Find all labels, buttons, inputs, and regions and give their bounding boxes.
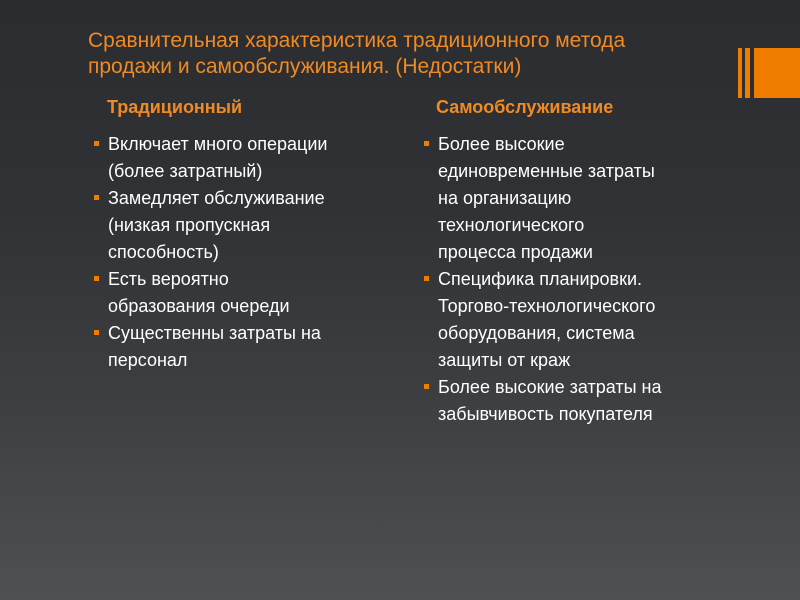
bullet-icon (424, 276, 429, 281)
list-item (94, 266, 394, 320)
decorative-block (754, 48, 800, 98)
item-line: технологического (438, 215, 585, 235)
traditional-drawbacks-list (94, 131, 394, 374)
item-line: Более высокие (438, 134, 565, 154)
list-item (424, 266, 724, 374)
decorative-bar (745, 48, 750, 98)
item-line: на организацию (438, 188, 572, 208)
item-line: забывчивость покупателя (438, 404, 653, 424)
item-line: оборудования, система (438, 323, 635, 343)
item-line: единовременные затраты (438, 161, 655, 181)
item-line: защиты от краж (438, 350, 571, 370)
self-service-drawbacks-list (424, 131, 724, 428)
item-line: (более затратный) (108, 161, 263, 181)
bullet-icon (424, 141, 429, 146)
item-line: Есть вероятно (108, 269, 229, 289)
item-line: персонал (108, 350, 188, 370)
item-line: способность) (108, 242, 219, 262)
item-line: (низкая пропускная (108, 215, 271, 235)
list-item (94, 320, 394, 374)
bullet-icon (94, 195, 99, 200)
item-line: Включает много операции (108, 134, 328, 154)
bullet-icon (94, 330, 99, 335)
item-line: образования очереди (108, 296, 290, 316)
decorative-bar (738, 48, 742, 98)
list-item (424, 374, 724, 428)
column-heading-traditional: Традиционный (107, 97, 243, 117)
item-line: Замедляет обслуживание (108, 188, 325, 208)
list-item (424, 131, 724, 266)
item-line: процесса продажи (438, 242, 593, 262)
bullet-icon (94, 276, 99, 281)
bullet-icon (94, 141, 99, 146)
item-line: Более высокие затраты на (438, 377, 662, 397)
item-line: Специфика планировки. (438, 269, 643, 289)
title-line-1: Сравнительная характеристика традиционного метода (88, 29, 626, 52)
list-item (94, 131, 394, 185)
bullet-icon (424, 384, 429, 389)
item-line: Торгово-технологического (438, 296, 656, 316)
list-item (94, 185, 394, 266)
column-heading-self-service: Самообслуживание (436, 97, 614, 117)
item-line: Существенны затраты на (108, 323, 321, 343)
title-line-2: продажи и самообслуживания. (Недостатки) (88, 55, 522, 78)
slide-title (88, 28, 708, 80)
